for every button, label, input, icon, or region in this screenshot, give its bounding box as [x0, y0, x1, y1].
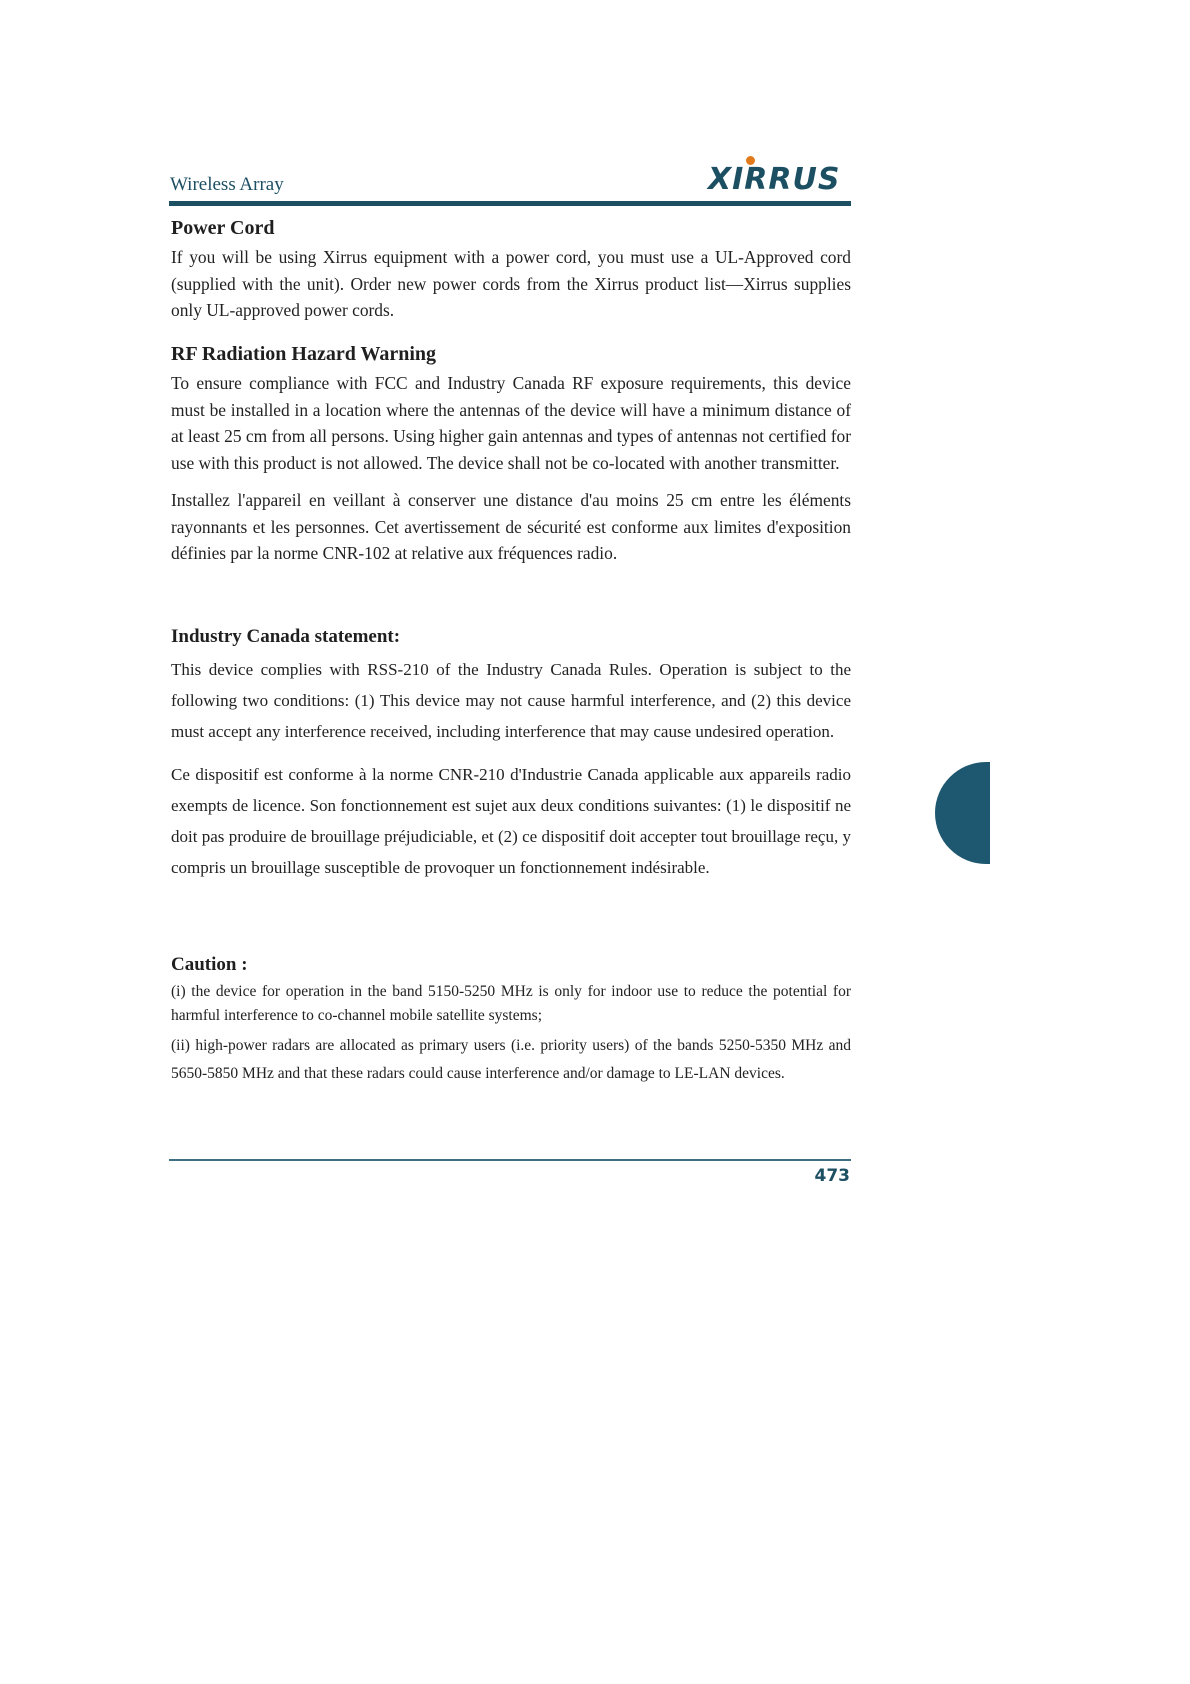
power-cord-text: If you will be using Xirrus equipment with a power cord, you must use a UL-Approved cord (supplied with the unit). Order new power cords from the Xirrus product list—Xirrus supplies only UL-approved power cords.	[171, 247, 851, 320]
page-number: 473	[814, 1166, 850, 1186]
xirrus-logo	[708, 156, 848, 198]
rf-warning-text-fr: Installez l'appareil en veillant à conserver une distance d'au moins 25 cm entre les éléments rayonnants et les personnes. Cet avertissement de sécurité est conforme aux limites d'exposition définies par la norme CNR-102 at relative aux fréquences radio.	[171, 490, 851, 563]
caution-item-2: (ii) high-power radars are allocated as primary users (i.e. priority users) of the bands 5250-5350 MHz and 5650-5850 MHz and that these radars could cause interference and/or damage to LE-LAN devices.	[171, 1037, 851, 1082]
caution-section	[171, 954, 851, 1088]
caution-item-1: (i) the device for operation in the band 5150-5250 MHz is only for indoor use to reduce the potential for harmful interference to co-channel mobile satellite systems;	[171, 983, 851, 1024]
caution-heading: Caution :	[171, 954, 248, 975]
industry-canada-text-en: This device complies with RSS-210 of the Industry Canada Rules. Operation is subject to the following two conditions: (1) This device may not cause harmful interference, and (2) this device must accept any interference received, including interference that may cause undesired operation.	[171, 660, 851, 741]
rf-warning-text-en: To ensure compliance with FCC and Industry Canada RF exposure requirements, this device must be installed in a location where the antennas of the device will have a minimum distance of at least 25 cm from all persons. Using higher gain antennas and types of antennas not certified for use with this product is not allowed. The device shall not be co-located with another transmitter.	[171, 373, 851, 473]
footer-divider	[169, 1159, 851, 1161]
rf-warning-heading: RF Radiation Hazard Warning	[171, 343, 437, 365]
industry-canada-section	[171, 626, 851, 883]
running-header: Wireless Array	[170, 174, 284, 195]
header-divider	[169, 201, 851, 206]
industry-canada-heading: Industry Canada statement:	[171, 626, 401, 647]
power-cord-section	[171, 217, 851, 324]
chapter-tab	[935, 762, 990, 864]
logo-text: XIRRUS	[708, 162, 841, 197]
industry-canada-text-fr: Ce dispositif est conforme à la norme CNR-210 d'Industrie Canada applicable aux appareils radio exempts de licence. Son fonctionnement est sujet aux deux conditions suivantes: (1) le dispositif ne doit pas produire de brouillage préjudiciable, et (2) ce dispositif doit accepter tout brouillage reçu, y compris un brouillage susceptible de provoquer un fonctionnement indésirable.	[171, 765, 851, 877]
rf-warning-section	[171, 343, 851, 567]
power-cord-heading: Power Cord	[171, 217, 275, 239]
